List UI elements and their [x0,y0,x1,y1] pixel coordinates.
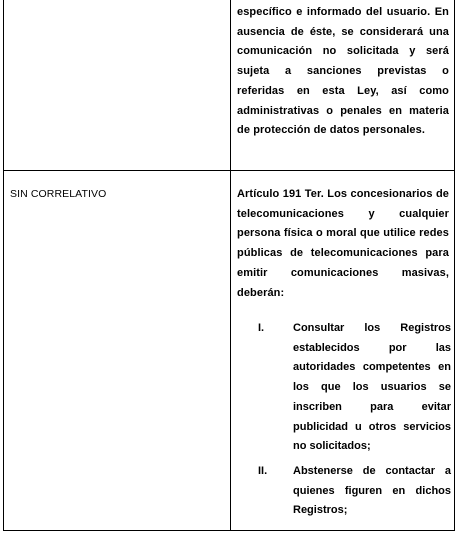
list-numeral: II. [258,465,268,477]
left-cell-text: SIN CORRELATIVO [10,188,107,200]
table-row [4,170,454,530]
left-cell [4,171,230,530]
right-cell [231,0,454,170]
list-numeral: I. [258,322,265,334]
list-item-text: Abstenerse de contactar a quienes figuren en dichos Registros; [293,465,451,517]
left-cell [4,0,230,170]
right-cell [231,171,454,530]
article-heading-text: Artículo 191 Ter. Los concesionarios de telecomunicaciones y cualquier persona física o moral que utilice redes públicas de telecomunicaciones para emitir comunicaciones masivas, deberán: [237,188,449,299]
table-row [4,0,454,170]
list-item-text: Consultar los Registros establecidos por las autoridades competentes en los que los usuarios se inscriben para evitar publicidad u otros servicios no solicitados; [293,322,451,453]
comparison-table [3,0,455,531]
paragraph-text: específico e informado del usuario. En ausencia de éste, se considerará una comunicación no solicitada y será sujeta a sanciones previstas o referidas en esta Ley, así como administrativas o penales en materia de protección de datos personales. [237,6,449,137]
